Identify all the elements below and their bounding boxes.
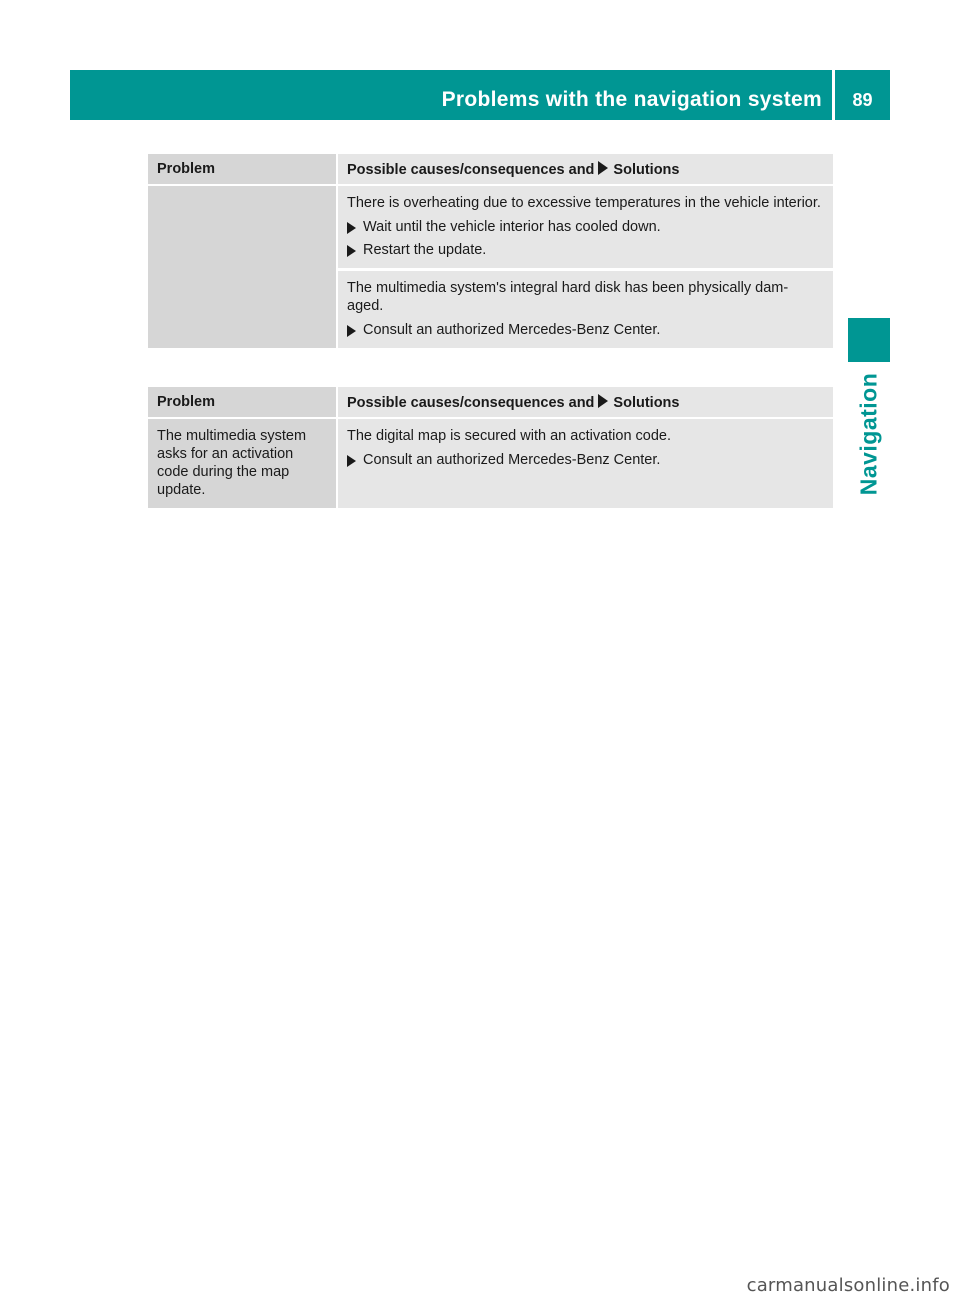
cause-text: The multimedia system's integral hard disk has been physically dam-aged.	[347, 280, 789, 314]
troubleshooting-table-1	[148, 154, 833, 348]
side-tab-label: Navigation	[855, 372, 882, 496]
solution-cell	[337, 418, 833, 508]
solution-step	[347, 321, 824, 339]
table-header-row	[148, 154, 833, 185]
table-row	[148, 418, 833, 508]
table-row	[148, 185, 833, 270]
cause-text: There is overheating due to excessive temperatures in the vehicle interior.	[347, 195, 821, 211]
step-text: Wait until the vehicle interior has cooled down.	[363, 219, 661, 235]
column-header-problem: Problem	[148, 154, 337, 185]
action-arrow-icon	[598, 394, 608, 408]
footer-watermark: carmanualsonline.info	[746, 1275, 950, 1296]
solution-step	[347, 241, 824, 259]
column-header-solutions-suffix: Solutions	[613, 162, 680, 178]
column-header-solutions	[337, 154, 833, 185]
section-header-bar	[70, 70, 890, 120]
solution-step	[347, 218, 824, 236]
step-arrow-icon	[347, 325, 356, 337]
table-header-row	[148, 387, 833, 418]
problem-cell: The multimedia system asks for an activation code during the map update.	[148, 418, 337, 508]
step-arrow-icon	[347, 245, 356, 257]
column-header-solutions-suffix: Solutions	[613, 395, 680, 411]
solution-step	[347, 451, 824, 469]
column-header-solutions-prefix: Possible causes/consequences and	[347, 162, 595, 178]
section-title: Problems with the navigation system	[441, 88, 822, 111]
solution-cell	[337, 270, 833, 349]
action-arrow-icon	[598, 161, 608, 175]
step-text: Consult an authorized Mercedes-Benz Center.	[363, 322, 661, 338]
step-arrow-icon	[347, 455, 356, 467]
solution-cell	[337, 185, 833, 270]
step-text: Restart the update.	[363, 242, 487, 258]
column-header-problem: Problem	[148, 387, 337, 418]
step-text: Consult an authorized Mercedes-Benz Center.	[363, 452, 661, 468]
column-header-solutions-prefix: Possible causes/consequences and	[347, 395, 595, 411]
step-arrow-icon	[347, 222, 356, 234]
side-tab-marker	[848, 318, 890, 362]
cause-text: The digital map is secured with an activation code.	[347, 428, 672, 444]
troubleshooting-table-2	[148, 387, 833, 508]
column-header-solutions	[337, 387, 833, 418]
problem-cell	[148, 185, 337, 348]
page-number: 89	[852, 90, 873, 110]
